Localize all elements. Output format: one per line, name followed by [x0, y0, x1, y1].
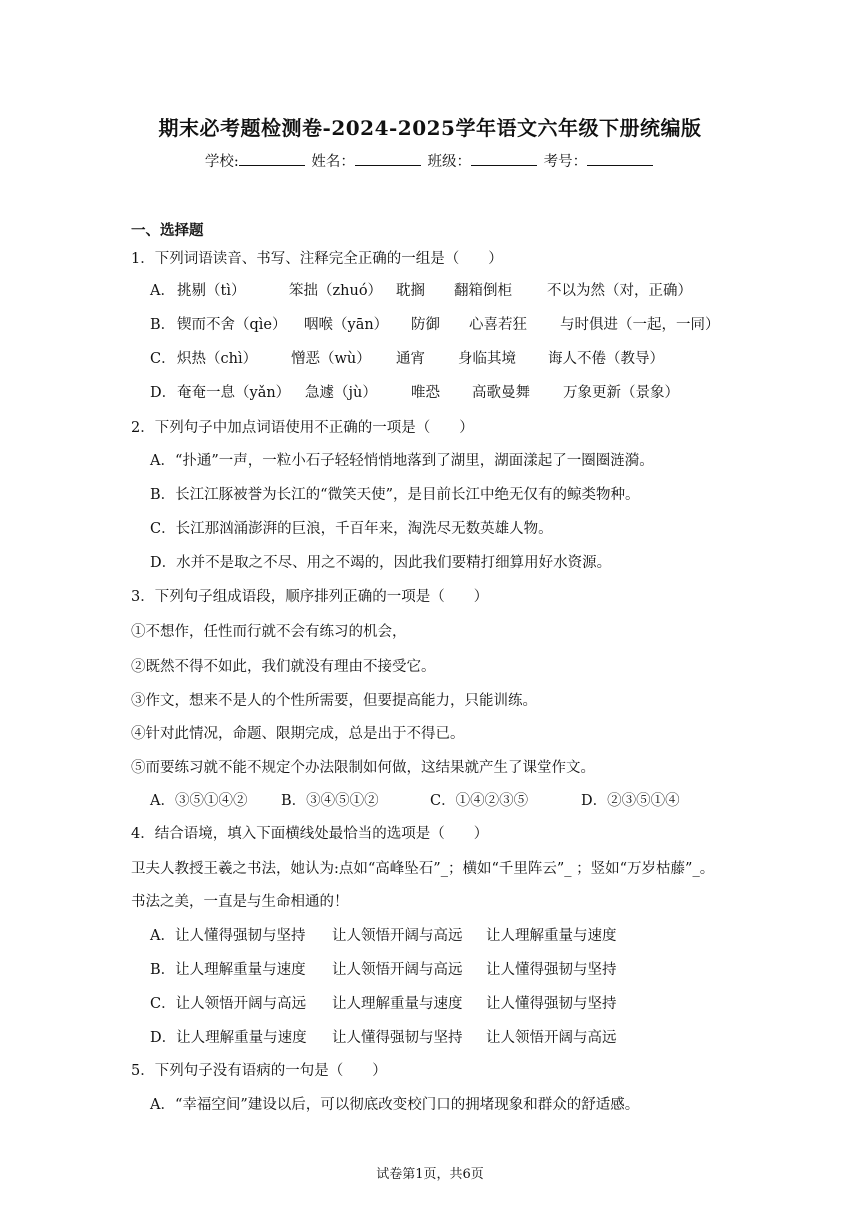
- q1-d-item: 高歌曼舞: [472, 385, 530, 401]
- q4-item: 让人懂得强韧与坚持: [174, 928, 306, 944]
- q1-b-item: 心喜若狂: [469, 317, 527, 333]
- q4-item: 让人懂得强韧与坚持: [486, 996, 617, 1012]
- option-letter: A．: [150, 283, 175, 299]
- q1-option-b[interactable]: [150, 313, 175, 334]
- section-heading: 一、选择题: [131, 222, 204, 239]
- question-3-stem: 3．下列句子组成语段，顺序排列正确的一项是（ ）: [131, 589, 489, 605]
- q1-option-a[interactable]: [150, 279, 175, 300]
- q1-c-item: 通宵: [396, 351, 425, 367]
- option-letter: D．: [150, 1030, 177, 1046]
- q1-d-item: 急遽（jù）: [305, 385, 377, 401]
- exam-no-blank[interactable]: [587, 153, 653, 166]
- q1-option-d[interactable]: [150, 381, 176, 402]
- name-blank[interactable]: [355, 153, 421, 166]
- question-2-stem: 2．下列句子中加点词语使用不正确的一项是（ ）: [131, 420, 474, 436]
- question-5-stem: 5．下列句子没有语病的一句是（ ）: [131, 1063, 387, 1079]
- q4-option-a[interactable]: [150, 924, 305, 945]
- q4-item: 让人理解重量与速度: [332, 996, 463, 1012]
- q5-option-a[interactable]: A．“幸福空间”建设以后，可以彻底改变校门口的拥堵现象和群众的舒适感。: [150, 1097, 640, 1113]
- q4-option-b[interactable]: [150, 958, 306, 979]
- q4-option-c[interactable]: [150, 992, 306, 1013]
- q4-context: 书法之美，一直是与生命相通的！: [131, 894, 349, 910]
- q1-c-item: 身临其境: [458, 351, 516, 367]
- q4-item: 让人懂得强韧与坚持: [332, 1030, 463, 1046]
- q1-d-item: 万象更新（景象）: [563, 385, 679, 401]
- exam-title: 期末必考题检测卷-2024-2025学年语文六年级下册统编版: [158, 116, 702, 140]
- q3-option-b[interactable]: B．③④⑤①②: [281, 793, 379, 809]
- q2-option-a[interactable]: A．“扑通”一声，一粒小石子轻轻悄悄地落到了湖里，湖面漾起了一圈圈涟漪。: [150, 453, 654, 469]
- option-letter: A．: [150, 928, 175, 944]
- q4-item: 让人领悟开阔与高远: [332, 962, 463, 978]
- exam-no-label: 考号：: [543, 154, 588, 170]
- school-blank[interactable]: [239, 153, 305, 166]
- student-info-line: [0, 150, 860, 171]
- option-letter: D．: [150, 385, 177, 401]
- q4-item: 让人理解重量与速度: [176, 1030, 307, 1046]
- q4-context: 卫夫人教授王羲之书法，她认为:点如“高峰坠石”_；横如“千里阵云”_ ；竖如“万岁枯藤”_。: [131, 861, 715, 877]
- q1-a-item: 挑剔（tì）: [177, 283, 246, 299]
- page-footer: 试卷第1页，共6页: [376, 1167, 484, 1182]
- q3-option-d[interactable]: D．②③⑤①④: [581, 793, 680, 809]
- q2-option-b[interactable]: B．长江江豚被誉为长江的“微笑天使”，是目前长江中绝无仅有的鲸类物种。: [150, 487, 640, 503]
- question-4-stem: 4．结合语境，填入下面横线处最恰当的选项是（ ）: [131, 826, 489, 842]
- class-label: 班级：: [427, 154, 471, 170]
- q4-item: 让人懂得强韧与坚持: [486, 962, 617, 978]
- q1-a-item: 不以为然（对，正确）: [547, 283, 692, 299]
- q1-b-item: 与时俱进（一起，一同）: [560, 317, 720, 333]
- q4-item: 让人领悟开阔与高远: [486, 1030, 617, 1046]
- q1-c-item: 诲人不倦（教导）: [548, 351, 664, 367]
- q4-item: 让人理解重量与速度: [175, 962, 306, 978]
- q1-a-item: 耽搁: [396, 283, 425, 299]
- q1-d-item: 唯恐: [411, 385, 440, 401]
- q3-option-a[interactable]: A．③⑤①④②: [150, 793, 248, 809]
- name-label: 姓名：: [311, 154, 355, 170]
- q1-b-item: 防御: [411, 317, 440, 333]
- q1-d-item: 奄奄一息（yǎn）: [177, 385, 291, 401]
- q3-sentence: ④针对此情况，命题、限期完成，总是出于不得已。: [131, 726, 465, 742]
- q3-sentence: ②既然不得不如此，我们就没有理由不接受它。: [131, 659, 436, 675]
- q1-c-item: 憎恶（wù）: [291, 351, 371, 367]
- q2-option-c[interactable]: C．长江那汹涌澎湃的巨浪，千百年来，淘洗尽无数英雄人物。: [150, 521, 553, 537]
- class-blank[interactable]: [471, 153, 537, 166]
- q1-option-c[interactable]: [150, 347, 176, 368]
- option-letter: B．: [150, 962, 176, 978]
- option-letter: B．: [150, 317, 176, 333]
- q3-option-c[interactable]: C．①④②③⑤: [430, 793, 529, 809]
- q1-a-item: 翻箱倒柜: [454, 283, 512, 299]
- q4-option-d[interactable]: [150, 1026, 307, 1047]
- q3-sentence: ③作文，想来不是人的个性所需要，但要提高能力，只能训练。: [131, 693, 537, 709]
- q1-b-item: 咽喉（yān）: [304, 317, 389, 333]
- option-letter: C．: [150, 996, 176, 1012]
- q3-sentence: ⑤而要练习就不能不规定个办法限制如何做，这结果就产生了课堂作文。: [131, 760, 595, 776]
- q1-c-item: 炽热（chì）: [177, 351, 258, 367]
- q3-sentence: ①不想作，任性而行就不会有练习的机会，: [131, 624, 407, 640]
- q1-b-item: 锲而不舍（qìe）: [177, 317, 287, 333]
- q4-item: 让人领悟开阔与高远: [332, 928, 463, 944]
- option-letter: C．: [150, 351, 176, 367]
- q4-item: 让人理解重量与速度: [486, 928, 617, 944]
- q1-a-item: 笨拙（zhuó）: [289, 283, 383, 299]
- question-1-stem: 1．下列词语读音、书写、注释完全正确的一组是（ ）: [131, 251, 503, 267]
- school-label: 学校:: [204, 154, 239, 170]
- q4-item: 让人领悟开阔与高远: [175, 996, 307, 1012]
- q2-option-d[interactable]: D．水并不是取之不尽、用之不竭的，因此我们要精打细算用好水资源。: [150, 555, 612, 571]
